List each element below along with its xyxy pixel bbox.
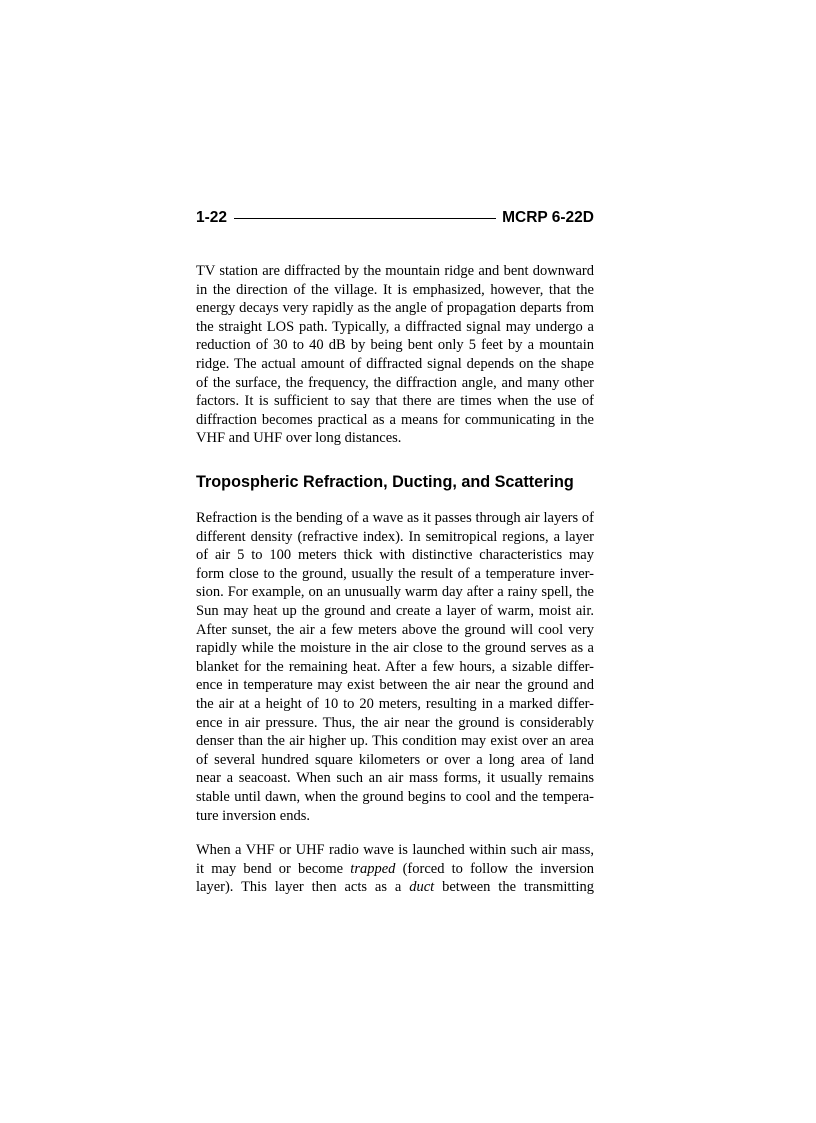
text-line: Sun may heat up the ground and create a layer of warm, moist air. [196, 602, 594, 619]
text-run: (forced to follow the inversion [395, 860, 595, 877]
text-line [196, 878, 594, 897]
text-line: ture inversion ends. [196, 807, 310, 824]
text-line: TV station are diffracted by the mountain ridge and bent downward [196, 263, 594, 279]
emphasis-duct: duct [409, 879, 435, 896]
text-line: denser than the air higher up. This condition may exist over an area [196, 733, 594, 750]
header-rule [234, 218, 496, 219]
paragraph-refraction [196, 509, 594, 825]
document-id: MCRP 6-22D [502, 209, 594, 226]
text-line: blanket for the remaining heat. After a few hours, a sizable differ- [196, 658, 594, 675]
paragraph-diffraction [196, 262, 594, 448]
text-line: form close to the ground, usually the result of a temperature inver- [196, 565, 594, 582]
text-line: of air 5 to 100 meters thick with distinctive characteristics may [196, 547, 594, 564]
text-line: ence in air pressure. Thus, the air near the ground is considerably [196, 714, 594, 731]
text-line: sion. For example, on an unusually warm day after a rainy spell, the [196, 584, 594, 601]
text-run: layer). This layer then acts as a [196, 879, 410, 896]
text-line: ence in temperature may exist between the air near the ground and [196, 677, 594, 694]
section-heading: Tropospheric Refraction, Ducting, and Scattering [196, 473, 574, 491]
text-line: stable until dawn, when the ground begins to cool and the tempera- [196, 788, 594, 805]
text-line: energy decays very rapidly as the angle of propagation departs from [196, 300, 594, 317]
text-line: the straight LOS path. Typically, a diffracted signal may undergo a [196, 318, 594, 335]
text-line: After sunset, the air a few meters above the ground will cool very [196, 621, 594, 638]
text-line: of several hundred square kilometers or over a long area of land [196, 751, 594, 768]
emphasis-trapped: trapped [350, 860, 396, 877]
text-line: Refraction is the bending of a wave as it passes through air layers of [196, 510, 594, 526]
text-line: reduction of 30 to 40 dB by being bent only 5 feet by a mountain [196, 337, 594, 354]
text-line: in the direction of the village. It is emphasized, however, that the [196, 281, 594, 298]
text-line: factors. It is sufficient to say that there are times when the use of [196, 393, 594, 410]
text-line: When a VHF or UHF radio wave is launched within such air mass, [196, 842, 594, 858]
text-line: the air at a height of 10 to 20 meters, resulting in a marked differ- [196, 695, 594, 712]
page-number: 1-22 [196, 209, 228, 226]
text-line: ridge. The actual amount of diffracted signal depends on the shape [196, 355, 594, 372]
text-line: diffraction becomes practical as a means for communicating in the [196, 411, 594, 428]
text-run: it may bend or become [196, 860, 351, 877]
text-line: VHF and UHF over long distances. [196, 430, 402, 447]
text-line: rapidly while the moisture in the air close to the ground serves as a [196, 640, 594, 657]
text-line: different density (refractive index). In semitropical regions, a layer [196, 528, 594, 545]
paragraph-ducting [196, 841, 594, 897]
text-line: near a seacoast. When such an air mass forms, it usually remains [196, 770, 594, 787]
text-run: between the transmitting [434, 879, 594, 896]
text-line: of the surface, the frequency, the diffraction angle, and many other [196, 374, 594, 391]
text-line [196, 860, 594, 879]
running-header [196, 207, 594, 229]
